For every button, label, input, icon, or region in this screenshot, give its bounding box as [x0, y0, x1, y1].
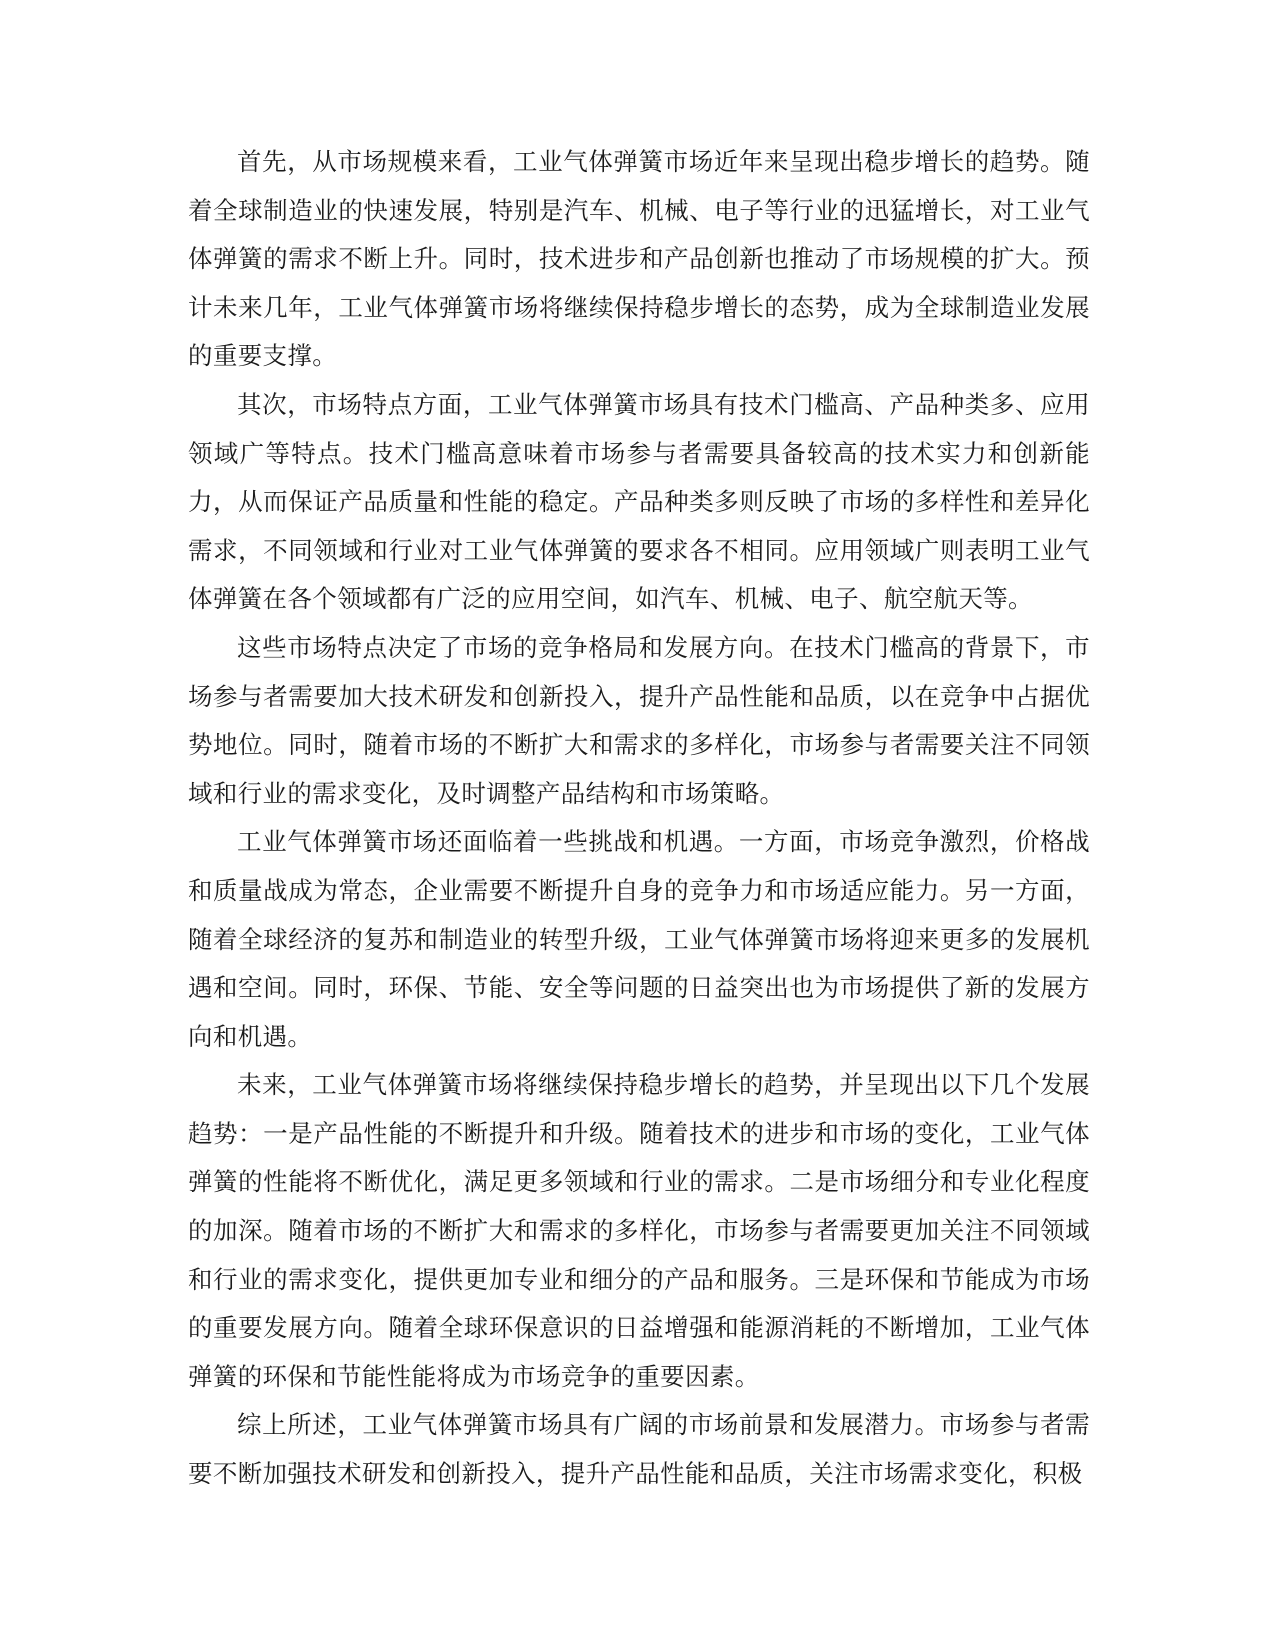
paragraph-market-features: 其次，市场特点方面，工业气体弹簧市场具有技术门槛高、产品种类多、应用领域广等特点。技术门槛高意味着市场参与者需要具备较高的技术实力和创新能力，从而保证产品质量和性能的稳定。产品种类多则反映了市场的多样性和差异化需求，不同领域和行业对工业气体弹簧的要求各不相同。应用领域广则表明工业气体弹簧在各个领域都有广泛的应用空间，如汽车、机械、电子、航空航天等。	[188, 389, 1090, 614]
paragraph-challenges-opportunities: 工业气体弹簧市场还面临着一些挑战和机遇。一方面，市场竞争激烈，价格战和质量战成为常态，企业需要不断提升自身的竞争力和市场适应能力。另一方面，随着全球经济的复苏和制造业的转型升级，工业气体弹簧市场将迎来更多的发展机遇和空间。同时，环保、节能、安全等问题的日益突出也为市场提供了新的发展方向和机遇。	[188, 827, 1090, 1051]
paragraph-future-trends: 未来，工业气体弹簧市场将继续保持稳步增长的趋势，并呈现出以下几个发展趋势：一是产品性能的不断提升和升级。随着技术的进步和市场的变化，工业气体弹簧的性能将不断优化，满足更多领域和行业的需求。二是市场细分和专业化程度的加深。随着市场的不断扩大和需求的多样化，市场参与者需要更加关注不同领域和行业的需求变化，提供更加专业和细分的产品和服务。三是环保和节能成为市场的重要发展方向。随着全球环保意识的日益增强和能源消耗的不断增加，工业气体弹簧的环保和节能性能将成为市场竞争的重要因素。	[188, 1070, 1090, 1391]
paragraph-conclusion: 综上所述，工业气体弹簧市场具有广阔的市场前景和发展潜力。市场参与者需要不断加强技术研发和创新投入，提升产品性能和品质，关注市场需求变化，积极	[188, 1410, 1090, 1489]
paragraph-market-scale: 首先，从市场规模来看，工业气体弹簧市场近年来呈现出稳步增长的趋势。随着全球制造业的快速发展，特别是汽车、机械、电子等行业的迅猛增长，对工业气体弹簧的需求不断上升。同时，技术进步和产品创新也推动了市场规模的扩大。预计未来几年，工业气体弹簧市场将继续保持稳步增长的态势，成为全球制造业发展的重要支撑。	[188, 147, 1090, 371]
document-body	[188, 138, 1090, 1499]
paragraph-competition-direction: 这些市场特点决定了市场的竞争格局和发展方向。在技术门槛高的背景下，市场参与者需要加大技术研发和创新投入，提升产品性能和品质，以在竞争中占据优势地位。同时，随着市场的不断扩大和需求的多样化，市场参与者需要关注不同领域和行业的需求变化，及时调整产品结构和市场策略。	[188, 632, 1090, 808]
